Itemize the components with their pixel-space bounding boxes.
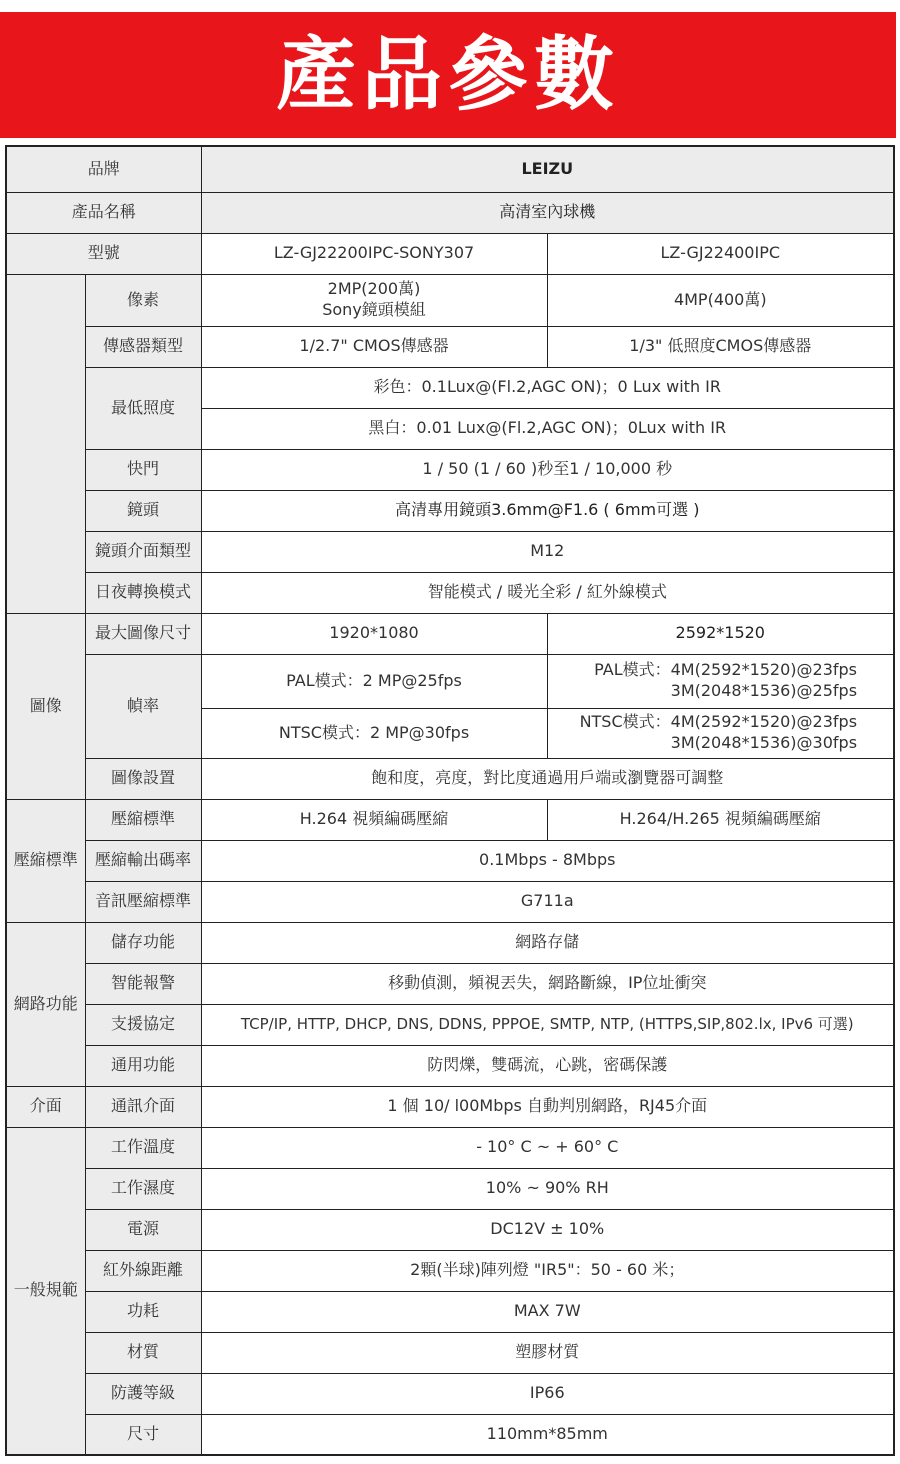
table-row <box>6 613 894 654</box>
shutter-value: 1 / 50 (1 / 60 )秒至1 / 10,000 秒 <box>201 449 894 490</box>
ir-label: 紅外線距離 <box>85 1250 201 1291</box>
general-func-label: 通用功能 <box>85 1045 201 1086</box>
bitrate-label: 壓縮輸出碼率 <box>85 840 201 881</box>
table-row <box>6 449 894 490</box>
spec-table <box>5 145 895 1456</box>
table-row <box>6 192 894 233</box>
product-name-label: 產品名稱 <box>6 192 201 233</box>
video-comp-label: 壓縮標準 <box>85 799 201 840</box>
frame-rate-pal-b <box>547 654 894 708</box>
size-value: 110mm*85mm <box>201 1414 894 1455</box>
image-settings-value: 飽和度，亮度，對比度通過用戶端或瀏覽器可調整 <box>201 758 894 799</box>
pixels-a <box>201 274 547 326</box>
frame-rate-pal-a: PAL模式：2 MP@25fps <box>201 654 547 708</box>
protocols-label: 支援協定 <box>85 1004 201 1045</box>
table-row <box>6 1332 894 1373</box>
frame-rate-pal-b-line1: PAL模式：4M(2592*1520)@23fps <box>594 660 858 680</box>
bitrate-value: 0.1Mbps - 8Mbps <box>201 840 894 881</box>
alarm-value: 移動偵測，頻視丟失，網路斷線，IP位址衝突 <box>201 963 894 1004</box>
table-row <box>6 881 894 922</box>
pixels-a-line1: 2MP(200萬) <box>327 279 421 299</box>
lens-label: 鏡頭 <box>85 490 201 531</box>
category-general: 一般規範 <box>6 1127 85 1455</box>
table-row <box>6 326 894 367</box>
model-a: LZ-GJ22200IPC-SONY307 <box>201 233 547 274</box>
material-label: 材質 <box>85 1332 201 1373</box>
table-row <box>6 963 894 1004</box>
storage-value: 網路存儲 <box>201 922 894 963</box>
table-row <box>6 1086 894 1127</box>
pixels-label: 像素 <box>85 274 201 326</box>
audio-label: 音訊壓縮標準 <box>85 881 201 922</box>
category-network: 網路功能 <box>6 922 85 1086</box>
table-row <box>6 233 894 274</box>
lens-mount-value: M12 <box>201 531 894 572</box>
table-row <box>6 1004 894 1045</box>
frame-rate-ntsc-b-line2: 3M(2048*1536)@30fps <box>670 733 858 752</box>
frame-rate-ntsc-b <box>547 708 894 758</box>
power-value: DC12V ± 10% <box>201 1209 894 1250</box>
table-row <box>6 922 894 963</box>
pixels-a-line2: Sony鏡頭模組 <box>322 300 426 319</box>
min-illum-bw: 黑白：0.01 Lux@(Fl.2,AGC ON)；0Lux with IR <box>201 408 894 449</box>
category-blank-1 <box>6 274 85 613</box>
category-image: 圖像 <box>6 613 85 799</box>
video-comp-a: H.264 視頻編碼壓縮 <box>201 799 547 840</box>
frame-rate-pal-b-line2: 3M(2048*1536)@25fps <box>670 681 858 700</box>
lens-value: 高清專用鏡頭3.6mm@F1.6 ( 6mm可選 ) <box>201 490 894 531</box>
consumption-label: 功耗 <box>85 1291 201 1332</box>
audio-value: G711a <box>201 881 894 922</box>
table-row <box>6 758 894 799</box>
day-night-value: 智能模式 / 暖光全彩 / 紅外線模式 <box>201 572 894 613</box>
protocols-value: TCP/IP, HTTP, DHCP, DNS, DDNS, PPPOE, SMTP, NTP, (HTTPS,SIP,802.lx, IPv6 可選) <box>201 1004 894 1045</box>
table-row <box>6 274 894 326</box>
table-row <box>6 531 894 572</box>
min-illum-label: 最低照度 <box>85 367 201 449</box>
table-row <box>6 572 894 613</box>
brand-value: LEIZU <box>201 146 894 192</box>
sensor-label: 傳感器類型 <box>85 326 201 367</box>
table-row <box>6 1291 894 1332</box>
comm-value: 1 個 10/ l00Mbps 自動判別網路，RJ45介面 <box>201 1086 894 1127</box>
humidity-label: 工作濕度 <box>85 1168 201 1209</box>
table-row <box>6 367 894 408</box>
alarm-label: 智能報警 <box>85 963 201 1004</box>
min-illum-color: 彩色：0.1Lux@(Fl.2,AGC ON)；0 Lux with IR <box>201 367 894 408</box>
category-compression: 壓縮標準 <box>6 799 85 922</box>
lens-mount-label: 鏡頭介面類型 <box>85 531 201 572</box>
humidity-value: 10% ~ 90% RH <box>201 1168 894 1209</box>
table-row <box>6 146 894 192</box>
sensor-a: 1/2.7" CMOS傳感器 <box>201 326 547 367</box>
table-row <box>6 1045 894 1086</box>
temp-label: 工作溫度 <box>85 1127 201 1168</box>
ir-value: 2顆(半球)陣列燈 "IR5"：50 - 60 米； <box>201 1250 894 1291</box>
pixels-b: 4MP(400萬) <box>547 274 894 326</box>
sensor-b: 1/3" 低照度CMOS傳感器 <box>547 326 894 367</box>
max-res-label: 最大圖像尺寸 <box>85 613 201 654</box>
frame-rate-ntsc-b-line1: NTSC模式：4M(2592*1520)@23fps <box>579 712 858 732</box>
model-label: 型號 <box>6 233 201 274</box>
day-night-label: 日夜轉換模式 <box>85 572 201 613</box>
table-row <box>6 1209 894 1250</box>
table-row <box>6 799 894 840</box>
header-banner <box>0 12 896 138</box>
temp-value: - 10° C ~ + 60° C <box>201 1127 894 1168</box>
model-b: LZ-GJ22400IPC <box>547 233 894 274</box>
table-row <box>6 654 894 708</box>
table-row <box>6 840 894 881</box>
comm-label: 通訊介面 <box>85 1086 201 1127</box>
image-settings-label: 圖像設置 <box>85 758 201 799</box>
frame-rate-ntsc-a: NTSC模式：2 MP@30fps <box>201 708 547 758</box>
material-value: 塑膠材質 <box>201 1332 894 1373</box>
protection-value: IP66 <box>201 1373 894 1414</box>
consumption-value: MAX 7W <box>201 1291 894 1332</box>
brand-label: 品牌 <box>6 146 201 192</box>
table-row <box>6 1127 894 1168</box>
page-title: 產品參數 <box>276 28 620 121</box>
product-name-value: 高清室內球機 <box>201 192 894 233</box>
power-label: 電源 <box>85 1209 201 1250</box>
protection-label: 防護等級 <box>85 1373 201 1414</box>
general-func-value: 防閃爍，雙碼流，心跳，密碼保護 <box>201 1045 894 1086</box>
size-label: 尺寸 <box>85 1414 201 1455</box>
table-row <box>6 490 894 531</box>
max-res-a: 1920*1080 <box>201 613 547 654</box>
table-row <box>6 1373 894 1414</box>
video-comp-b: H.264/H.265 視頻編碼壓縮 <box>547 799 894 840</box>
frame-rate-label: 幀率 <box>85 654 201 758</box>
table-row <box>6 1250 894 1291</box>
table-row <box>6 1168 894 1209</box>
shutter-label: 快門 <box>85 449 201 490</box>
table-row <box>6 1414 894 1455</box>
storage-label: 儲存功能 <box>85 922 201 963</box>
category-interface: 介面 <box>6 1086 85 1127</box>
max-res-b: 2592*1520 <box>547 613 894 654</box>
